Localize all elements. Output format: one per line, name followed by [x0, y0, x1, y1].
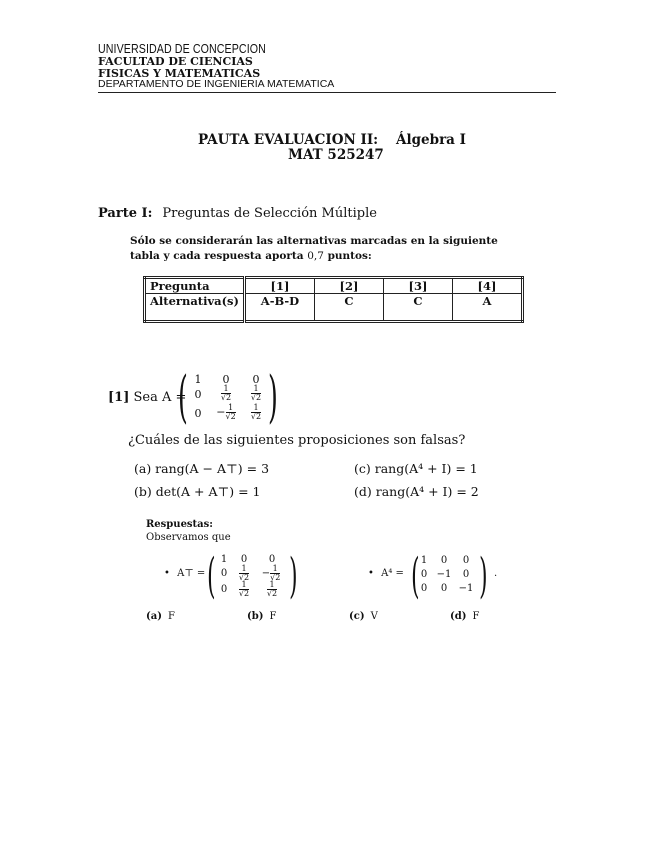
- matrix-a4-right-paren: ): [479, 548, 488, 604]
- table-row-label: Alternativa(s): [145, 294, 245, 322]
- matrix-cell: 0: [194, 407, 202, 420]
- final-answer-label: (c): [349, 611, 365, 622]
- matrix-cell: 0: [268, 554, 276, 565]
- table-answer-row: [145, 294, 523, 322]
- question-prompt: ¿Cuáles de las siguientes proposiciones son falsas?: [128, 433, 466, 448]
- matrix-a: [178, 365, 280, 430]
- university-name: UNIVERSIDAD DE CONCEPCION: [98, 41, 266, 56]
- responses-intro: Observamos que: [146, 532, 231, 543]
- final-answer-value: F: [472, 611, 480, 622]
- matrix-cell: 0: [420, 569, 428, 580]
- question-number: [1]: [108, 390, 130, 405]
- matrix-at-left-paren: (: [207, 548, 216, 604]
- final-answer-d: [450, 611, 479, 622]
- note-text: Sólo se considerarán las alternativas marcadas en la siguiente tabla y cada respuesta aporta: [130, 235, 498, 262]
- matrix-cell: − $\frac{1}{√2}$: [216, 403, 236, 421]
- header-rule: [98, 92, 556, 93]
- final-answer-c: [349, 611, 378, 622]
- final-answer-label: (d): [450, 611, 467, 622]
- part-heading: [98, 206, 377, 221]
- matrix-cell: −1: [436, 569, 452, 580]
- matrix-at-right-paren: ): [289, 548, 298, 604]
- option-b: (b) det(A + A⊤) = 1: [134, 484, 261, 499]
- matrix-a4-left-paren: (: [411, 548, 420, 604]
- responses-title: Respuestas:: [146, 519, 213, 530]
- matrix-cell: 0: [194, 388, 202, 401]
- matrix-cell: $\frac{1}{√2}$: [238, 564, 250, 582]
- matrix-cell: 0: [220, 568, 228, 579]
- table-question-4: [4]: [452, 278, 522, 294]
- matrix-cell: 0: [220, 584, 228, 595]
- bullet-a4: [368, 568, 404, 579]
- final-answer-b: [247, 611, 276, 622]
- matrix-a-transpose: [207, 548, 302, 604]
- matrix-cell: $\frac{1}{√2}$: [250, 384, 262, 402]
- option-a: (a) rang(A − A⊤) = 3: [134, 461, 270, 476]
- matrix-cell: $\frac{1}{√2}$: [250, 403, 262, 421]
- instructions-note: [130, 234, 530, 264]
- faculty-line-1: FACULTAD DE CIENCIAS: [98, 55, 253, 68]
- part-name: Preguntas de Selección Múltiple: [162, 206, 377, 221]
- bullet-transpose: [164, 568, 205, 579]
- matrix-cell: 1: [220, 554, 228, 565]
- a4-label: A⁴ =: [381, 568, 404, 579]
- matrix-cell: 1: [194, 373, 202, 386]
- matrix-cell: $\frac{1}{√2}$: [238, 580, 250, 598]
- course-name: Álgebra I: [396, 132, 466, 148]
- matrix-a4-end: .: [494, 568, 498, 579]
- table-answer-4: A: [452, 294, 522, 322]
- part-label: Parte I:: [98, 206, 153, 221]
- note-points: 0,7: [307, 250, 324, 262]
- course-code: MAT 525247: [288, 147, 384, 163]
- matrix-cell: 0: [420, 583, 428, 594]
- final-answer-label: (b): [247, 611, 264, 622]
- department-name: DEPARTAMENTO DE INGENIERIA MATEMATICA: [98, 78, 335, 90]
- matrix-cell: $\frac{1}{√2}$: [266, 580, 278, 598]
- table-question-2: [2]: [314, 278, 383, 294]
- table-answer-2: C: [314, 294, 383, 322]
- matrix-cell: − $\frac{1}{√2}$: [261, 564, 281, 582]
- matrix-a-right-paren: ): [268, 365, 278, 430]
- matrix-a-left-paren: (: [178, 365, 188, 430]
- matrix-cell: 1: [420, 555, 428, 566]
- table-question-3: [3]: [383, 278, 452, 294]
- final-answer-label: (a): [146, 611, 162, 622]
- matrix-cell: $\frac{1}{√2}$: [220, 384, 232, 402]
- matrix-cell: 0: [240, 554, 248, 565]
- final-answer-value: V: [370, 611, 378, 622]
- matrix-a4: [411, 548, 498, 604]
- table-answer-1: A-B-D: [244, 294, 314, 322]
- table-answer-3: C: [383, 294, 452, 322]
- option-d: (d) rang(A⁴ + I) = 2: [354, 484, 479, 499]
- table-header-label: Pregunta: [145, 278, 245, 294]
- question-1-intro: [108, 390, 186, 405]
- matrix-cell: 0: [252, 373, 260, 386]
- bullet-icon: •: [368, 568, 374, 579]
- matrix-cell: −1: [458, 583, 474, 594]
- faculty-line-2: FISICAS Y MATEMATICAS: [98, 67, 261, 80]
- option-c: (c) rang(A⁴ + I) = 1: [354, 461, 478, 476]
- answer-table: [143, 276, 524, 323]
- transpose-label: A⊤ =: [177, 568, 206, 579]
- note-suffix: puntos:: [327, 250, 372, 262]
- matrix-cell: 0: [462, 555, 470, 566]
- bullet-icon: •: [164, 568, 170, 579]
- table-header-row: [145, 278, 523, 294]
- final-answer-a: [146, 611, 175, 622]
- question-intro: Sea A =: [133, 390, 187, 405]
- matrix-cell: 0: [222, 373, 230, 386]
- final-answer-value: F: [167, 611, 175, 622]
- matrix-cell: 0: [440, 583, 448, 594]
- matrix-cell: 0: [440, 555, 448, 566]
- exam-title: PAUTA EVALUACION II:: [198, 132, 379, 148]
- matrix-cell: 0: [462, 569, 470, 580]
- final-answer-value: F: [269, 611, 277, 622]
- table-question-1: [1]: [244, 278, 314, 294]
